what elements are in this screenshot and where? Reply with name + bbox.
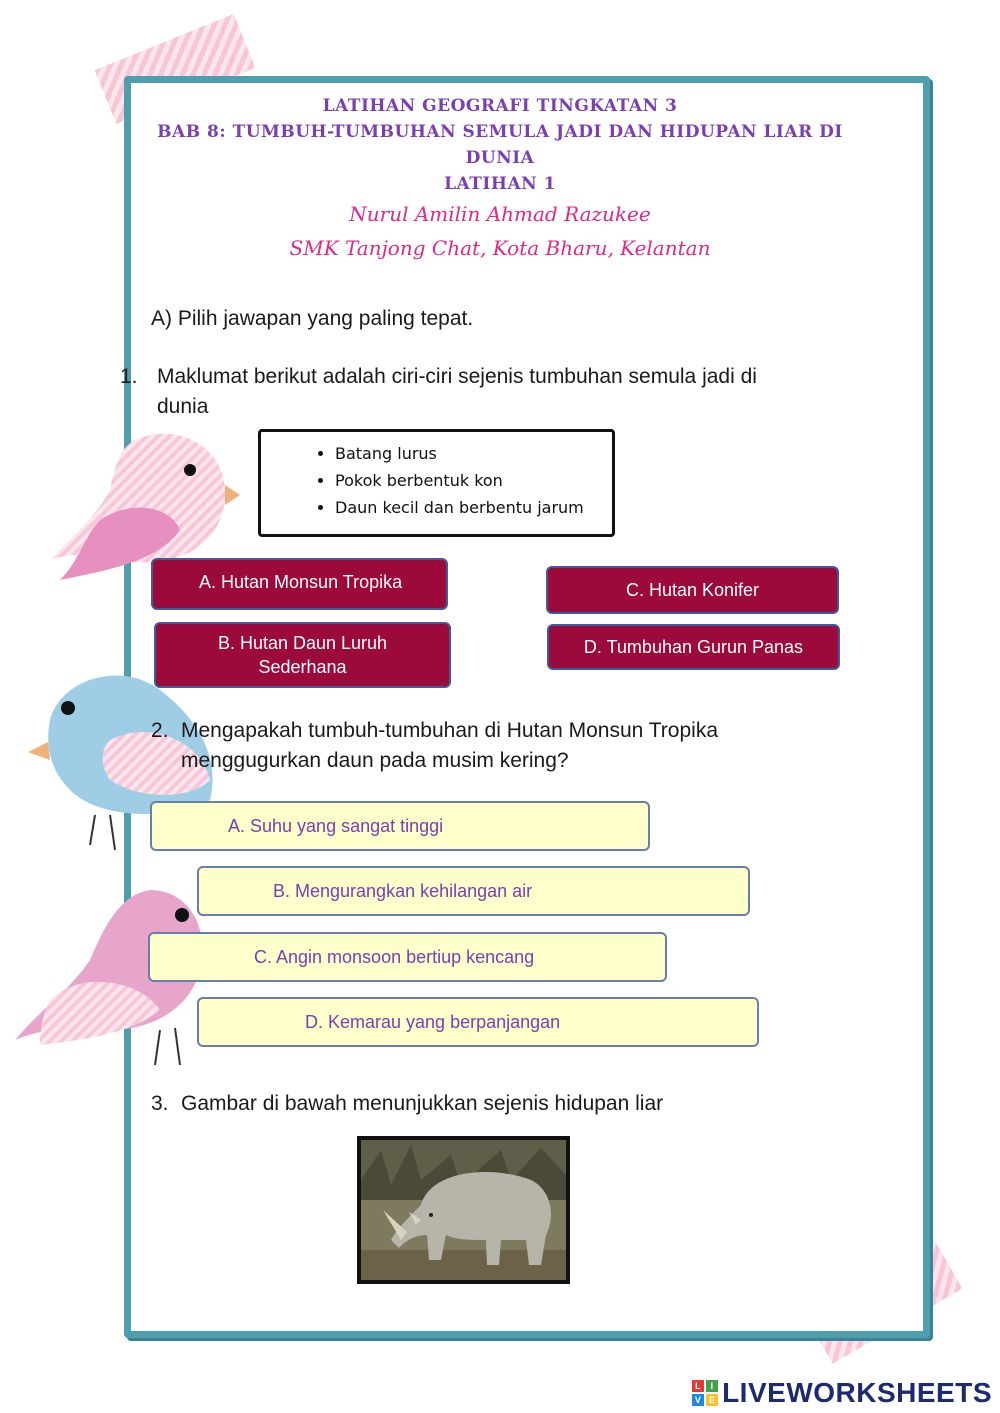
q2-option-d-button[interactable] [197,997,759,1047]
author-name: Nurul Amilin Ahmad Razukee [349,202,651,226]
q1-text-line2: dunia [157,395,209,418]
q1-option-d-label: D. Tumbuhan Gurun Panas [583,637,804,657]
logo-letter: L [692,1380,704,1392]
q2-option-a-label: A. Suhu yang sangat tinggi [228,815,444,836]
q1-info-box [258,429,615,537]
q2-text-line1: Mengapakah tumbuh-tumbuhan di Hutan Monsun Tropika [181,719,718,742]
worksheet-title: LATIHAN GEOGRAFI TINGKATAN 3 [322,96,678,116]
q1-bullet: • Daun kecil dan berbentu jarum [335,494,612,521]
liveworksheets-brand-text: LIVEWORKSHEETS [722,1377,992,1408]
liveworksheets-logo [692,1377,992,1409]
q2-option-b-label: B. Mengurangkan kehilangan air [273,880,533,901]
logo-letter: I [706,1380,718,1392]
q2-option-a-button[interactable] [150,801,650,851]
school-name: SMK Tanjong Chat, Kota Bharu, Kelantan [289,236,711,260]
q1-text-line1: Maklumat berikut adalah ciri-ciri sejenis tumbuhan semula jadi di [157,365,757,388]
section-a-instruction: A) Pilih jawapan yang paling tepat. [151,307,474,330]
q1-option-b-label-line1: B. Hutan Daun Luruh [217,633,388,653]
q1-option-d-button[interactable] [547,624,840,670]
q2-option-b-button[interactable] [197,866,750,916]
liveworksheets-logo-icon [692,1380,718,1406]
exercise-title: LATIHAN 1 [444,174,556,194]
q1-option-b-label-line2: Sederhana [258,657,347,677]
q2-option-c-button[interactable] [148,932,667,982]
q1-option-b-button[interactable] [154,622,451,688]
q1-option-a-button[interactable] [151,558,448,610]
q3-text: Gambar di bawah menunjukkan sejenis hidupan liar [181,1092,664,1115]
q1-option-c-button[interactable] [546,566,839,614]
rhinoceros-photo [357,1136,570,1284]
q2-number: 2. [151,719,169,742]
q2-option-d-label: D. Kemarau yang berpanjangan [305,1011,561,1032]
q1-bullet: • Pokok berbentuk kon [335,467,612,494]
chapter-title: BAB 8: TUMBUH-TUMBUHAN SEMULA JADI DAN HIDUPAN LIAR DI [157,122,843,142]
q1-option-c-label: C. Hutan Konifer [625,580,760,600]
q1-option-a-label: A. Hutan Monsun Tropika [199,572,403,592]
q3-number: 3. [151,1092,169,1115]
logo-letter: E [706,1394,718,1406]
q1-number: 1. [120,365,138,388]
q2-option-c-label: C. Angin monsoon bertiup kencang [254,946,535,967]
logo-letter: V [692,1394,704,1406]
q2-text-line2: menggugurkan daun pada musim kering? [181,749,569,772]
chapter-title-cont: DUNIA [465,148,535,168]
rhinoceros-icon [361,1140,566,1280]
q1-bullet: • Batang lurus [335,440,612,467]
